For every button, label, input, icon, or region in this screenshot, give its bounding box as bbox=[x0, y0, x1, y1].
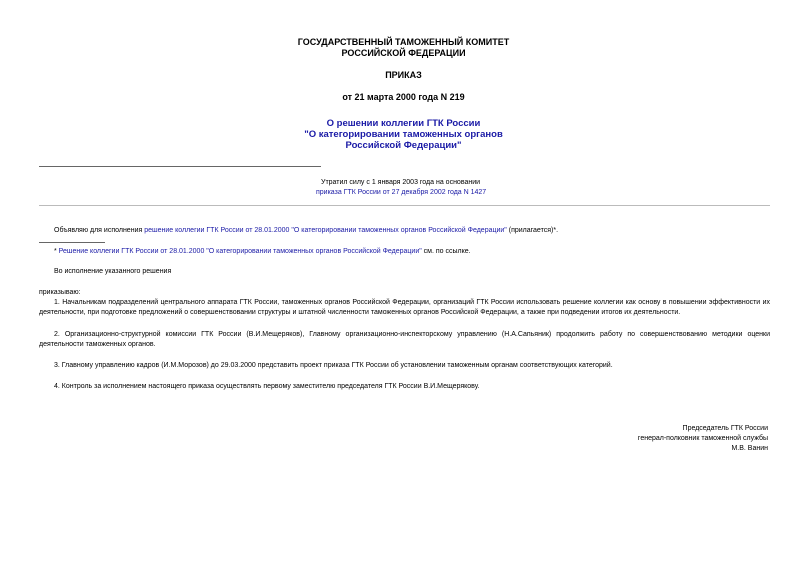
order-item-1: 1. Начальникам подразделений центрального аппарата ГТК России, таможенных органов Российской Федерации, организаций ГТК России использовать решение коллегии как основу в повышении эффективности их деятельности, при подготовке предложений о совершенствовании структуры и штатной численности таможенных органов Российской Федерации, а также при подведении итогов их деятельности. bbox=[39, 299, 770, 316]
footnote-suffix: см. по ссылке. bbox=[421, 248, 471, 255]
intro-suffix: (прилагается)*. bbox=[506, 227, 559, 234]
signature-rank: генерал-полковник таможенной службы bbox=[637, 435, 768, 442]
org-name-line2: РОССИЙСКОЙ ФЕДЕРАЦИИ bbox=[341, 48, 466, 58]
signature-name: М.В. Ванин bbox=[731, 445, 768, 452]
footnote-star: * bbox=[54, 248, 59, 255]
signature-block bbox=[638, 424, 768, 454]
footnote bbox=[54, 247, 770, 257]
validity-order-link[interactable]: приказа ГТК России от 27 декабря 2002 года N 1427 bbox=[316, 189, 487, 196]
footnote-separator bbox=[39, 242, 105, 243]
footnote-decision-link[interactable]: Решение коллегии ГТК России от 28.01.2000 "О категорировании таможенных органов Российской Федерации" bbox=[58, 248, 422, 255]
order-word: приказываю: bbox=[39, 289, 81, 296]
execution-line: Во исполнение указанного решения bbox=[54, 268, 172, 275]
doc-title-line3: Российской Федерации" bbox=[345, 140, 462, 151]
order-item-4: 4. Контроль за исполнением настоящего приказа осуществлять первому заместителю председателя ГТК России В.И.Мещерякову. bbox=[54, 383, 480, 390]
header-divider bbox=[39, 205, 770, 206]
intro-paragraph bbox=[54, 226, 770, 236]
order-item-2: 2. Организационно-структурной комиссии ГТК России (В.И.Мещеряков), Главному организационно-инспекторскому управлению (Н.А.Сапьяник) продолжить работу по совершенствованию методики оценки деятельности таможенных органов. bbox=[39, 331, 770, 348]
doc-title-line2: "О категорировании таможенных органов bbox=[304, 129, 503, 140]
org-name-line1: ГОСУДАРСТВЕННЫЙ ТАМОЖЕННЫЙ КОМИТЕТ bbox=[297, 37, 510, 47]
doc-type: ПРИКАЗ bbox=[385, 70, 422, 80]
title-decision-link[interactable]: решении коллегии ГТК России bbox=[336, 118, 481, 129]
intro-text: Объявляю для исполнения bbox=[54, 227, 145, 234]
validity-note: Утратил силу с 1 января 2003 года на основании bbox=[321, 179, 481, 186]
title-separator bbox=[39, 166, 321, 167]
signature-position: Председатель ГТК России bbox=[682, 425, 768, 432]
order-item-3: 3. Главному управлению кадров (И.М.Морозов) до 29.03.2000 представить проект приказа ГТК России об установлении таможенным органам соответствующих категорий. bbox=[54, 362, 613, 369]
title-prefix: О bbox=[326, 118, 335, 129]
doc-title-line1 bbox=[0, 118, 807, 129]
decision-link[interactable]: решение коллегии ГТК России от 28.01.2000 "О категорировании таможенных органов Российской Федерации" bbox=[144, 227, 507, 234]
doc-date-number: от 21 марта 2000 года N 219 bbox=[342, 92, 465, 102]
